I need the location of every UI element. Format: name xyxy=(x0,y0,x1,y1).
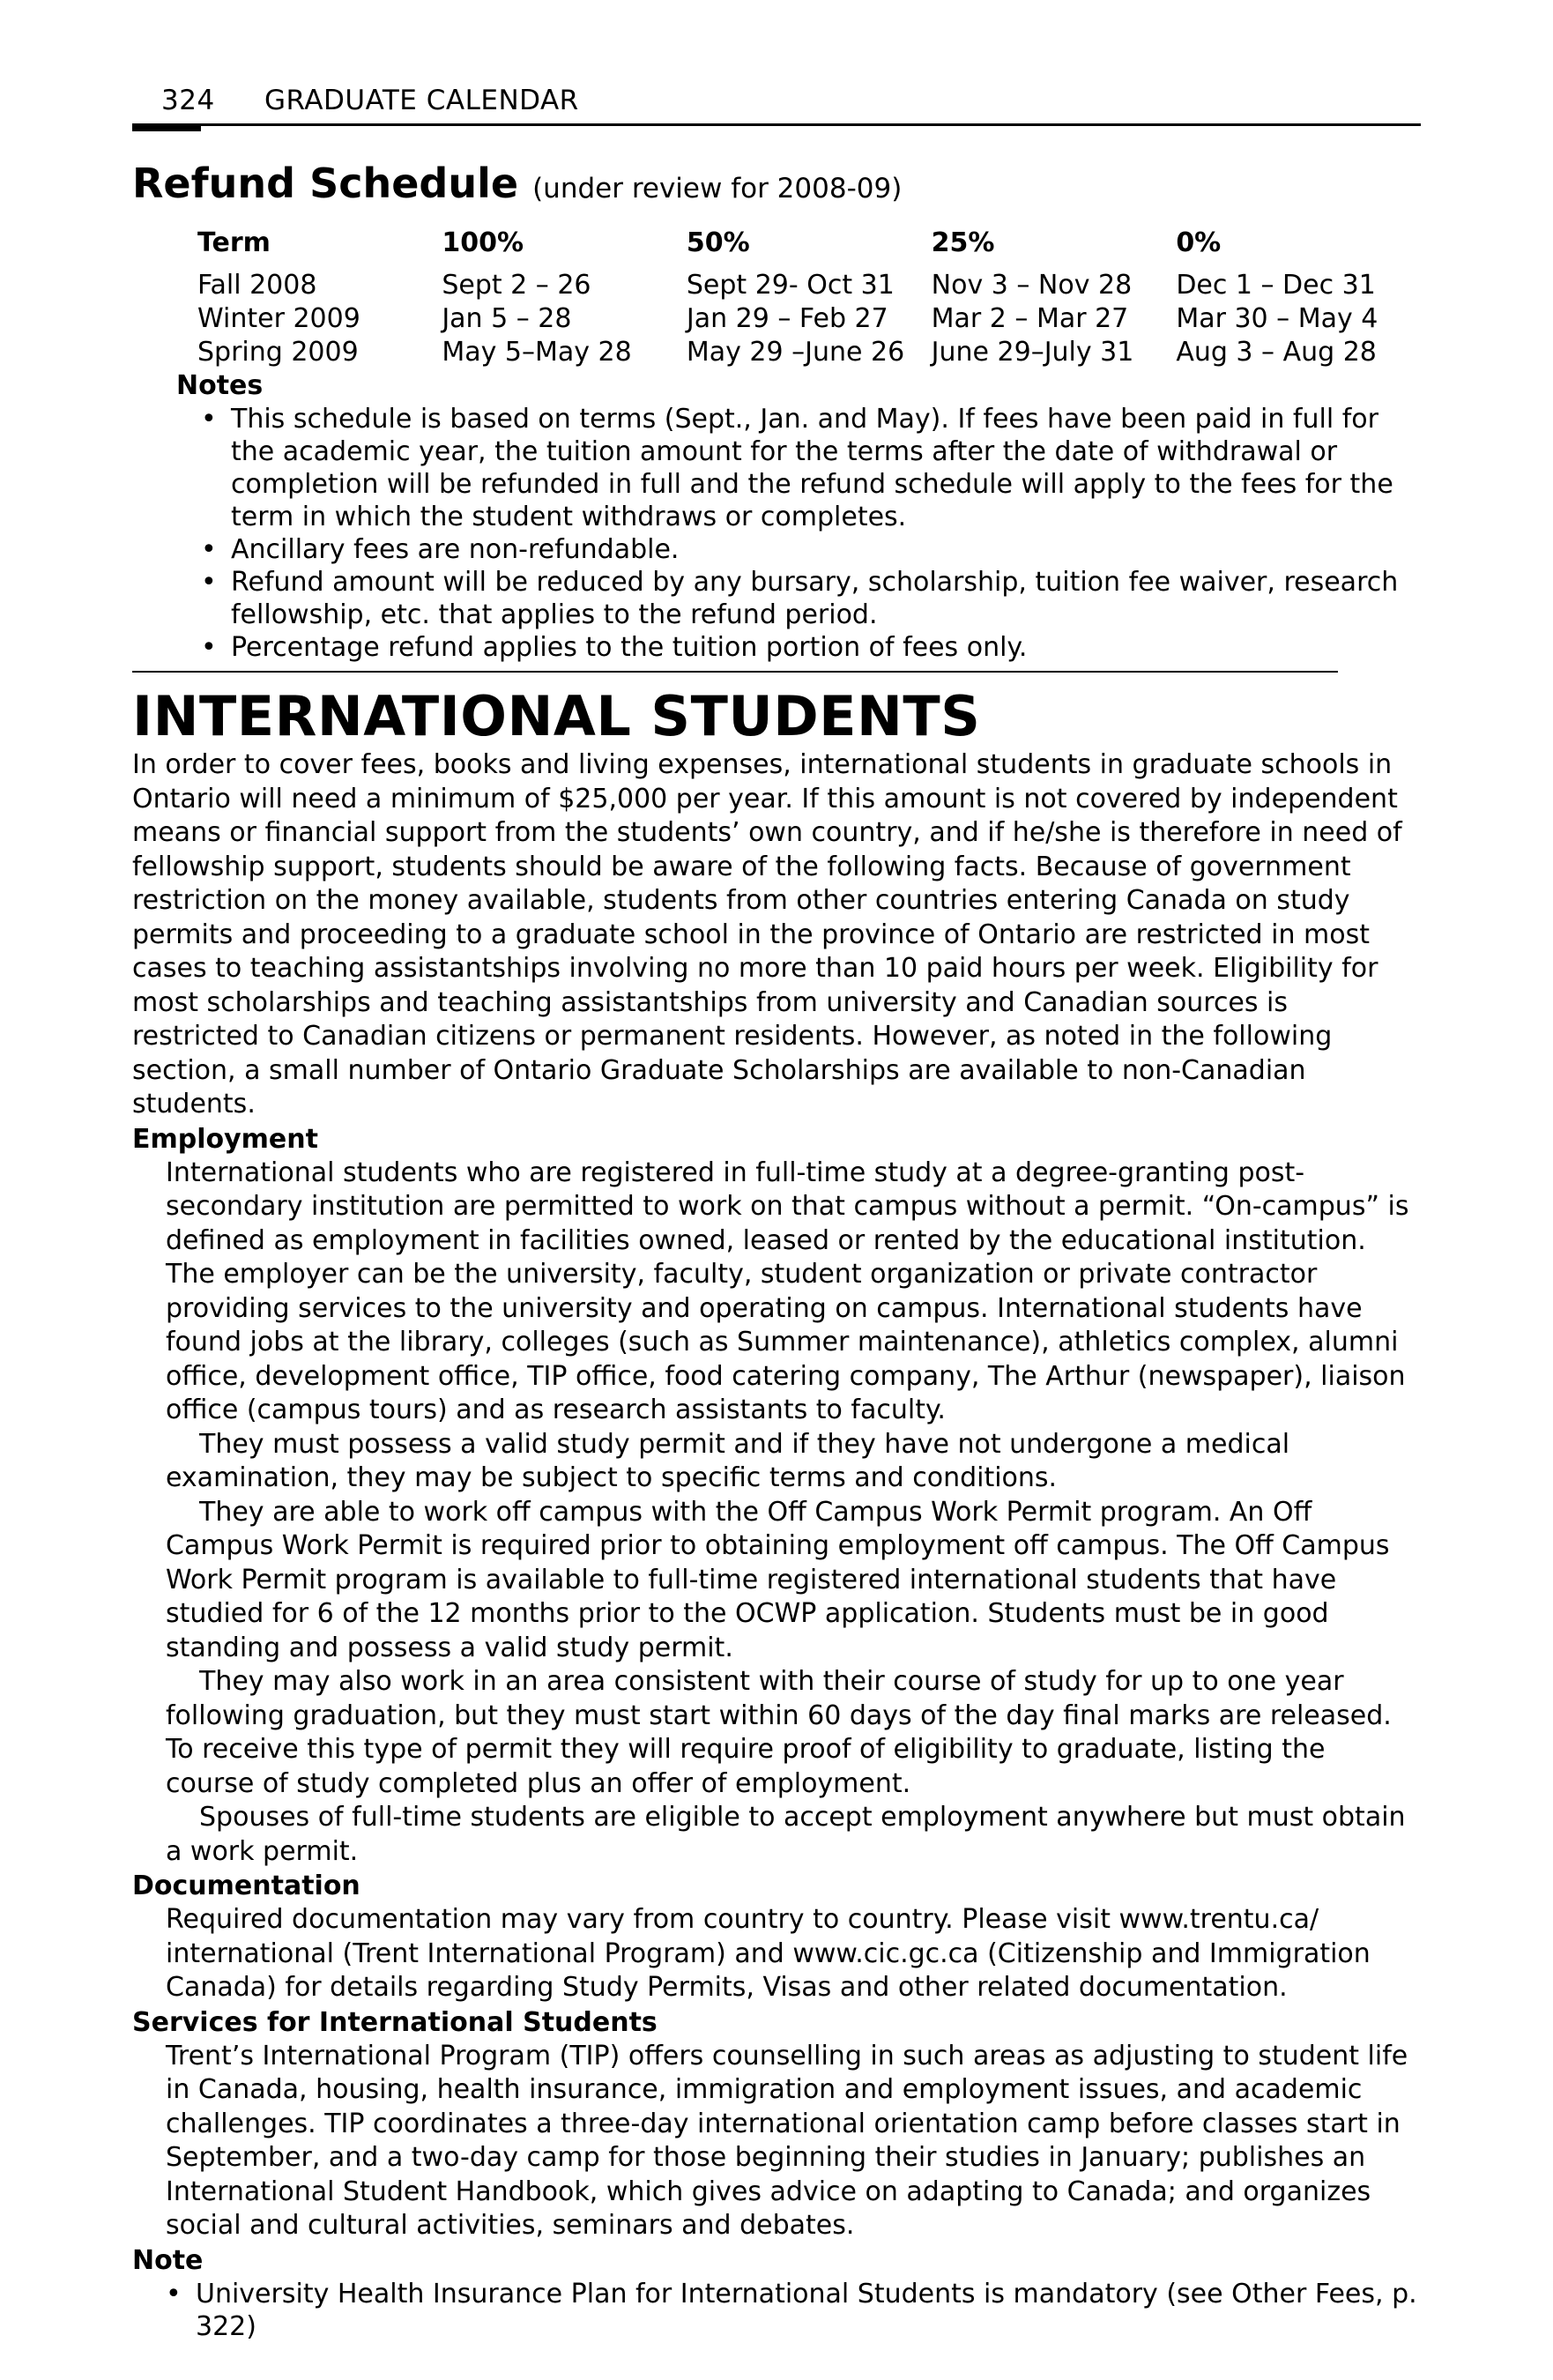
table-cell: May 5–May 28 xyxy=(442,337,632,368)
section-divider xyxy=(132,671,1338,673)
page-number: 324 xyxy=(161,85,215,116)
note-list xyxy=(132,2278,1421,2343)
refund-schedule-title xyxy=(132,158,1421,214)
table-cell: Spring 2009 xyxy=(197,337,359,368)
table-cell: Jan 29 – Feb 27 xyxy=(686,303,888,334)
international-students-heading: INTERNATIONAL STUDENTS xyxy=(132,684,981,748)
table-cell: Sept 29- Oct 31 xyxy=(686,270,895,301)
table-cell: May 29 –June 26 xyxy=(686,337,905,368)
table-cell: Fall 2008 xyxy=(197,270,317,301)
header-label: GRADUATE CALENDAR xyxy=(264,85,579,116)
table-cell: Mar 30 – May 4 xyxy=(1176,303,1378,334)
column-header: 100% xyxy=(442,227,524,258)
employment-heading: Employment xyxy=(132,1123,318,1155)
paragraph: International students who are registered in full-time study at a degree-granting post-secondary institution are permitted to work on that campus without a permit. “On-campus” is defined as employment in facilities owned, leased or rented by the educational institution. The employer can be the university, faculty, student organization or private contractor providing services to the university and operating on campus. International students have found jobs at the library, colleges (such as Summer maintenance), athletics complex, alumni office, development office, TIP office, food catering company, The Arthur (newspaper), liaison office (campus tours) and as research assistants to faculty. xyxy=(166,1157,1409,1425)
refund-subtitle: (under review for 2008-09) xyxy=(532,173,903,205)
services-heading: Services for International Students xyxy=(132,2006,658,2038)
table-cell: Winter 2009 xyxy=(197,303,360,334)
refund-title-text: Refund Schedule xyxy=(132,160,519,207)
paragraph: They must possess a valid study permit and if they have not undergone a medical examination, they may be subject to specific terms and conditions. xyxy=(166,1428,1290,1493)
list-item: • Ancillary fees are non-refundable. xyxy=(132,533,1421,566)
column-header: 25% xyxy=(931,227,995,258)
page xyxy=(132,81,1421,2343)
table-cell: June 29–July 31 xyxy=(931,337,1134,368)
table-cell: Sept 2 – 26 xyxy=(442,270,591,301)
table-cell: Dec 1 – Dec 31 xyxy=(1176,270,1376,301)
running-header xyxy=(132,81,1421,126)
header-tab-bar xyxy=(132,123,201,131)
services-section xyxy=(132,2040,1421,2243)
table-cell: Aug 3 – Aug 28 xyxy=(1176,337,1377,368)
list-item: • This schedule is based on terms (Sept., Jan. and May). If fees have been paid in full for the academic year, the tuition amount for the terms after the date of withdrawal or completion will be refunded in full and the refund schedule will apply to the fees for the term in which the student withdraws or completes. xyxy=(132,403,1421,533)
notes-list xyxy=(132,403,1421,664)
list-item: • University Health Insurance Plan for International Students is mandatory (see Other Fees, p. 322) xyxy=(132,2278,1421,2343)
documentation-section xyxy=(132,1903,1421,2005)
note-heading: Note xyxy=(132,2244,204,2276)
column-header: Term xyxy=(197,227,271,258)
documentation-heading: Documentation xyxy=(132,1871,360,1901)
paragraph: Spouses of full-time students are eligible to accept employment anywhere but must obtain a work permit. xyxy=(166,1802,1406,1867)
column-header: 0% xyxy=(1176,227,1222,258)
list-item: • Refund amount will be reduced by any bursary, scholarship, tuition fee waiver, research fellowship, etc. that applies to the refund period. xyxy=(132,566,1421,631)
table-row xyxy=(197,302,1421,336)
column-header: 50% xyxy=(686,227,750,258)
notes-heading: Notes xyxy=(176,370,264,401)
table-row xyxy=(197,336,1421,369)
paragraph: Trent’s International Program (TIP) offers counselling in such areas as adjusting to student life in Canada, housing, health insurance, immigration and employment issues, and academic challenges. TIP coordinates a three-day international orientation camp before classes start in September, and a two-day camp for those beginning their studies in January; publishes an International Student Handbook, which gives advice on adapting to Canada; and organizes social and cultural activities, seminars and debates. xyxy=(166,2040,1408,2241)
intro-paragraph: In order to cover fees, books and living expenses, international students in graduate schools in Ontario will need a minimum of $25,000 per year. If this amount is not covered by independent means or financial support from the students’ own country, and if he/she is therefore in need of fellowship support, students should be aware of the following facts. Because of government restriction on the money available, students from other countries entering Canada on study permits and proceeding to a graduate school in the province of Ontario are restricted in most cases to teaching assistantships involving no more than 10 paid hours per week. Eligibility for most scholarships and teaching assistantships from university and Canadian sources is restricted to Canadian citizens or permanent residents. However, as noted in the following section, a small number of Ontario Graduate Scholarships are available to non-Canadian students. xyxy=(132,749,1402,1119)
table-cell: Nov 3 – Nov 28 xyxy=(931,270,1133,301)
table-cell: Jan 5 – 28 xyxy=(442,303,572,334)
paragraph: They may also work in an area consistent with their course of study for up to one year following graduation, but they must start within 60 days of the day final marks are released. To receive this type of permit they will require proof of eligibility to graduate, listing the course of study completed plus an offer of employment. xyxy=(166,1666,1392,1799)
list-item: • Percentage refund applies to the tuition portion of fees only. xyxy=(132,631,1421,664)
employment-section xyxy=(132,1157,1421,1870)
paragraph: They are able to work off campus with the Off Campus Work Permit program. An Off Campus Work Permit is required prior to obtaining employment off campus. The Off Campus Work Permit program is available to full-time registered international students that have studied for 6 of the 12 months prior to the OCWP application. Students must be in good standing and possess a valid study permit. xyxy=(166,1496,1390,1663)
refund-table xyxy=(197,227,1421,369)
table-row xyxy=(197,269,1421,302)
paragraph: Required documentation may vary from country to country. Please visit www.trentu.ca/ international (Trent International Program) and www.cic.gc.ca (Citizenship and Immigration Canada) for details regarding Study Permits, Visas and other related documentation. xyxy=(166,1904,1371,2003)
table-cell: Mar 2 – Mar 27 xyxy=(931,303,1129,334)
table-header-row xyxy=(197,227,1421,269)
